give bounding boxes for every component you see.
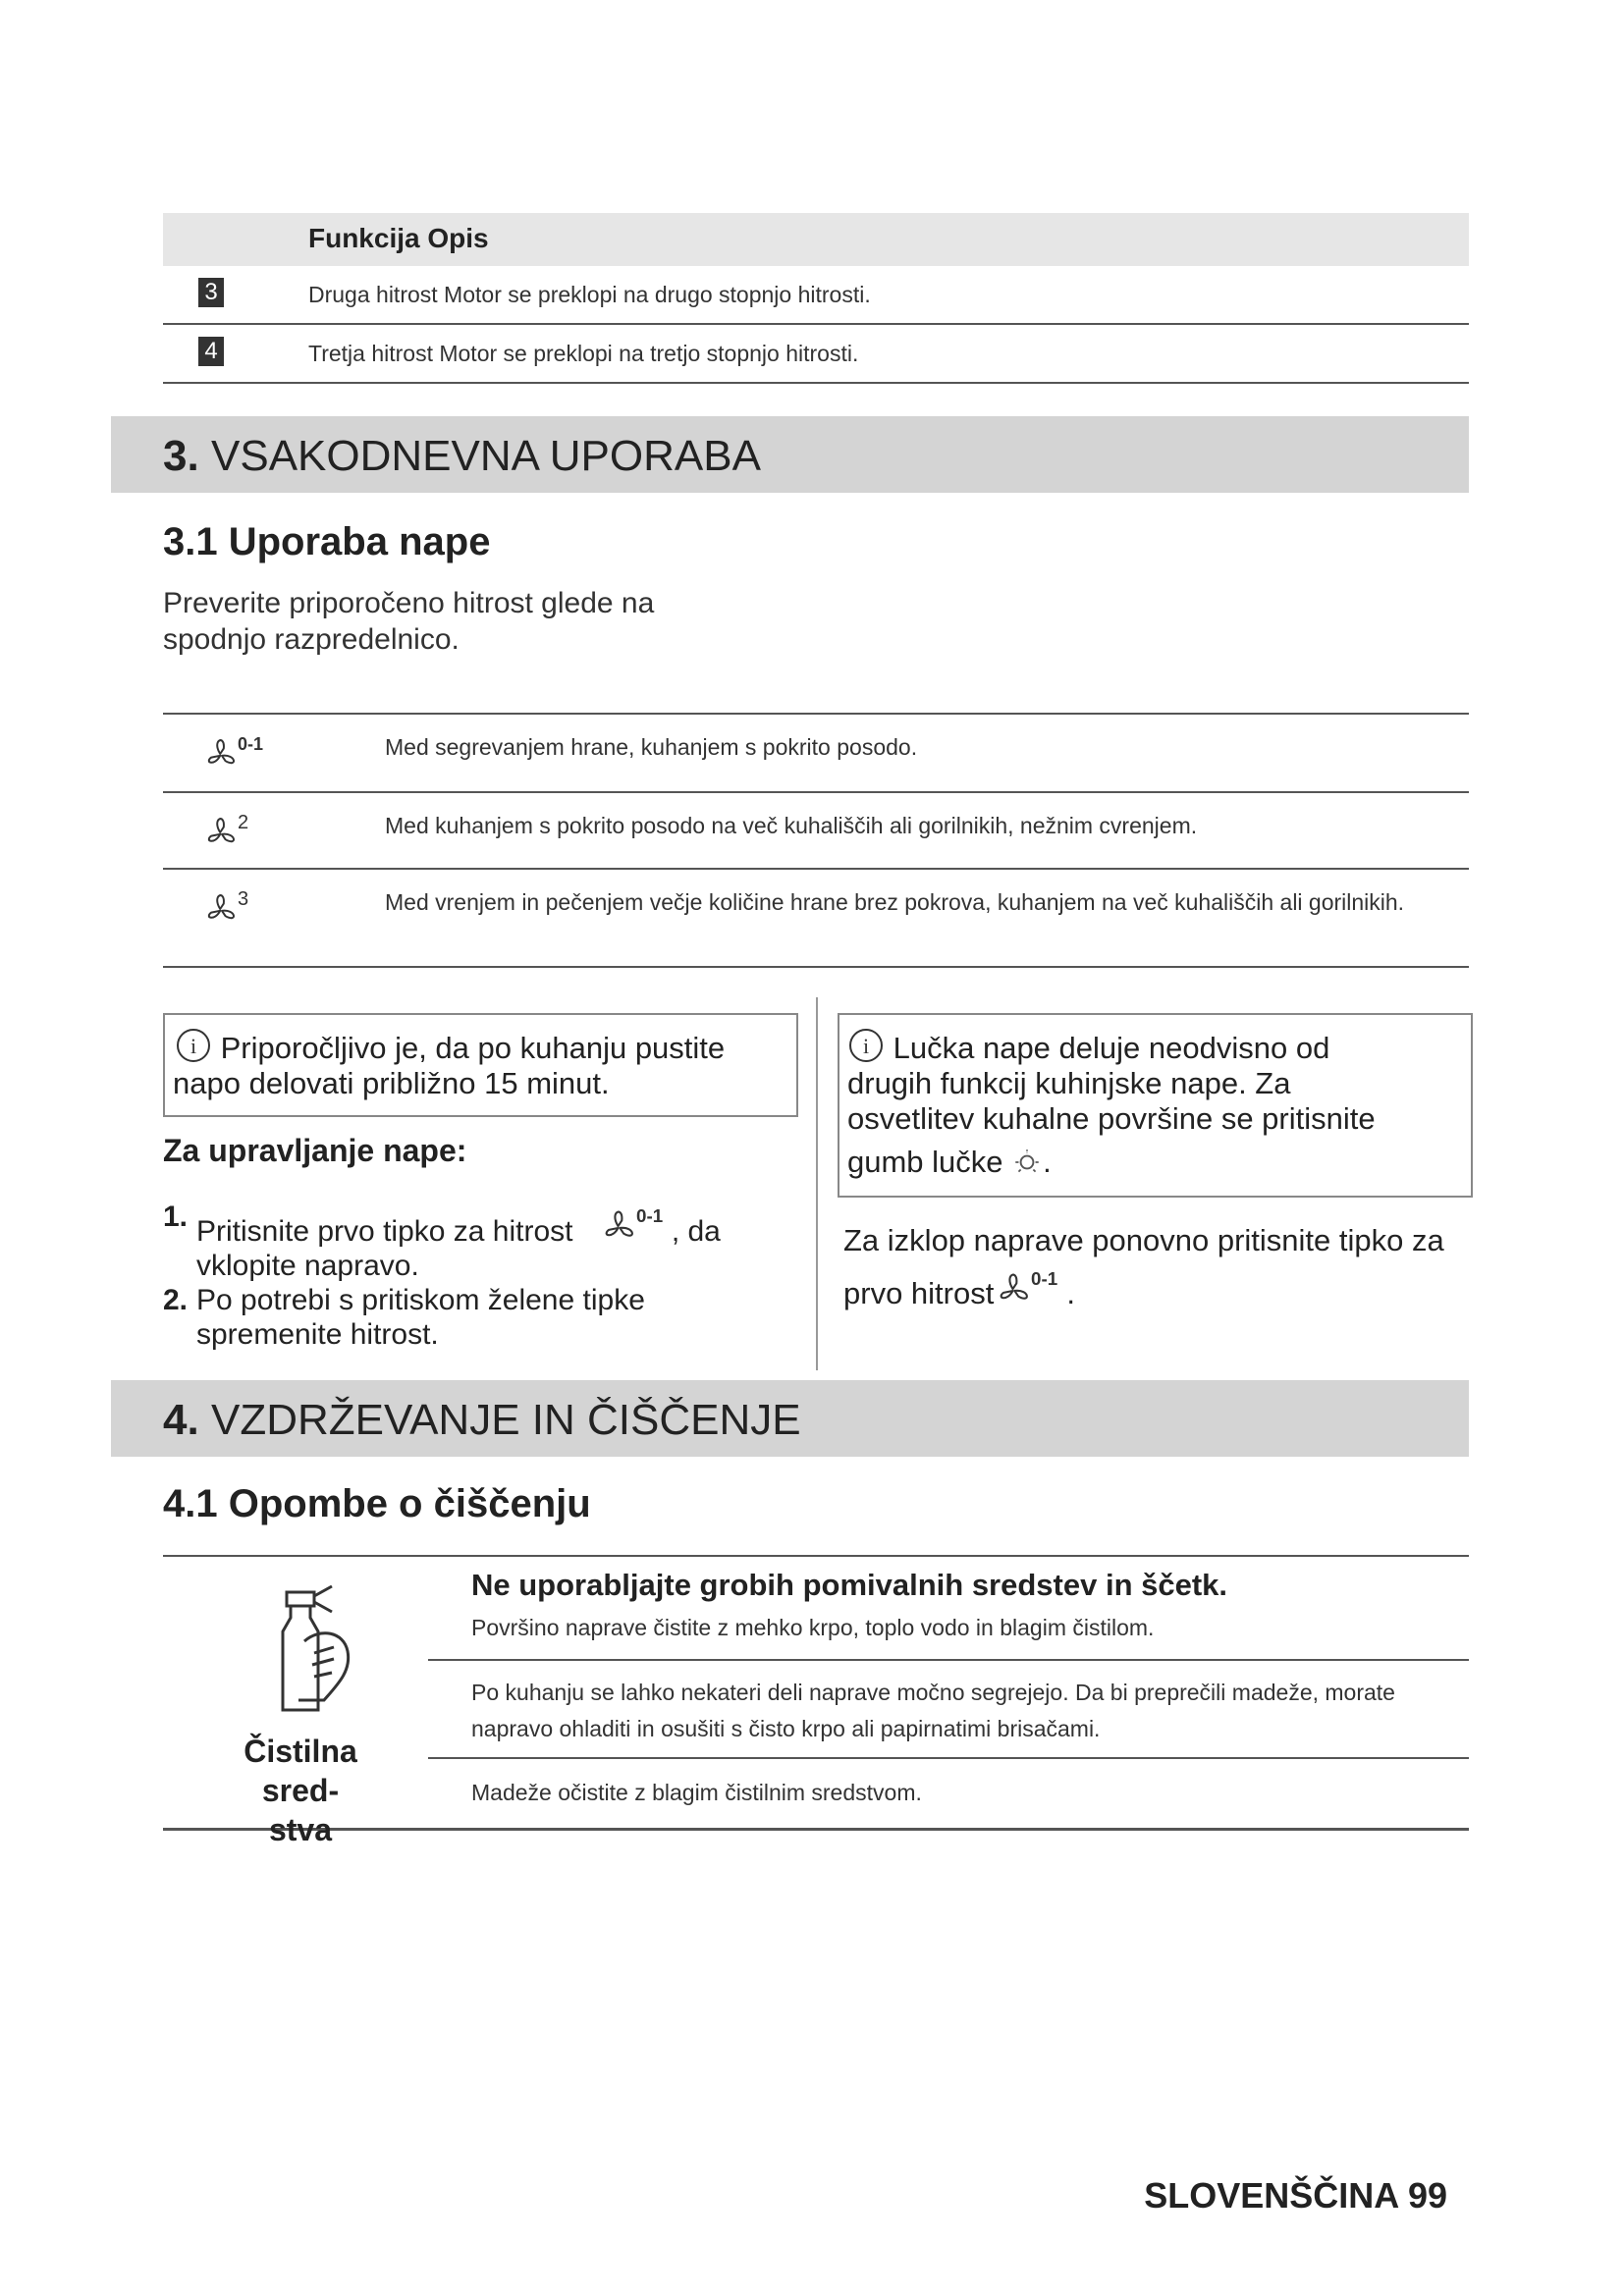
number-4-badge: 4 [198, 337, 224, 366]
cleaning-warning-heading: Ne uporabljajte grobih pomivalnih sredstev in ščetk. [471, 1568, 1228, 1602]
section-4-header [111, 1380, 1469, 1457]
number-3-badge: 3 [198, 278, 224, 307]
speed-description: Med kuhanjem s pokrito posodo na več kuhališčih ali gorilnikih, nežnim cvrenjem. [385, 813, 1198, 838]
control-steps [163, 1200, 791, 1352]
intro-text: Preverite priporočeno hitrost glede na spodnjo razpredelnico. [163, 587, 655, 656]
fan-speed-3-icon [202, 883, 271, 931]
fan-speed-0-1-icon [994, 1262, 1066, 1311]
subsection-title: 3.1 Uporaba nape [163, 520, 491, 563]
list-item: 1. Pritisnite prvo tipko za hitrost 0-1 , da vklopite napravo. [163, 1201, 721, 1282]
info-icon [847, 1027, 885, 1064]
section-number: 3. [163, 432, 199, 480]
info-icon [175, 1027, 212, 1064]
fan-speed-0-1-icon [202, 728, 271, 775]
table-row [163, 793, 1469, 870]
section-3-header [111, 416, 1469, 493]
section-title: VZDRŽEVANJE IN ČIŠČENJE [211, 1396, 801, 1444]
table-row [163, 715, 1469, 793]
light-bulb-icon [1011, 1147, 1043, 1178]
speed-description: Med vrenjem in pečenjem večje količine hrane brez pokrova, kuhanjem na več kuhališčih ali gorilnikih. [385, 889, 1405, 915]
section-number: 4. [163, 1396, 199, 1444]
info-note-right: i Lučka nape deluje neodvisno od drugih funkcij kuhinjske nape. Za osvetlitev kuhalne površine se pritisnite gumb lučke . [838, 1013, 1473, 1198]
info-note-left [163, 1013, 798, 1117]
cleaning-row-text: Po kuhanju se lahko nekateri deli naprave močno segrejejo. Da bi preprečili madeže, morate napravo ohladiti in osušiti s čisto krpo ali papirnatimi brisačami. [471, 1680, 1395, 1741]
svg-text:0-1: 0-1 [635, 1204, 663, 1226]
row-divider [428, 1757, 1469, 1759]
page-footer: SLOVENŠČINA 99 [1144, 2175, 1447, 2216]
icon-caption: Čistilna sred- stva [244, 1734, 357, 1847]
svg-text:i: i [862, 1034, 870, 1058]
list-item: 2. Po potrebi s pritiskom želene tipke spremenite hitrost. [163, 1284, 645, 1351]
svg-text:0-1: 0-1 [238, 734, 264, 754]
table-row [163, 870, 1469, 968]
function-row-text: Druga hitrost Motor se preklopi na drugo stopnjo hitrosti. [308, 282, 871, 307]
svg-text:3: 3 [238, 888, 249, 910]
svg-text:i: i [189, 1034, 197, 1058]
note-left-text: Priporočljivo je, da po kuhanju pustite napo delovati približno 15 minut. [173, 1031, 726, 1100]
subsection-title: 4.1 Opombe o čiščenju [163, 1482, 591, 1525]
fan-speed-2-icon [202, 807, 271, 854]
spray-cleaning-icon [257, 1573, 375, 1720]
cleaning-table [163, 1555, 1469, 1847]
function-table-header-label: Funkcija Opis [308, 223, 489, 253]
speed-table [163, 713, 1469, 968]
function-row-text: Tretja hitrost Motor se preklopi na tretjo stopnjo hitrosti. [308, 341, 859, 366]
speed-description: Med segrevanjem hrane, kuhanjem s pokrito posodo. [385, 734, 918, 760]
column-divider [816, 997, 818, 1370]
cleaning-row-text: Madeže očistite z blagim čistilnim sredstvom. [471, 1780, 922, 1805]
function-table-header [163, 213, 1469, 266]
row-divider [428, 1659, 1469, 1661]
control-heading: Za upravljanje nape: [163, 1133, 467, 1168]
table-row [163, 325, 1469, 384]
function-table [163, 213, 1469, 384]
section-title: VSAKODNEVNA UPORABA [211, 432, 761, 480]
cleaning-row-text: Površino naprave čistite z mehko krpo, toplo vodo in blagim čistilom. [471, 1615, 1155, 1640]
table-row [163, 266, 1469, 325]
switch-off-text: Za izklop naprave ponovno pritisnite tipko za prvo hitrost 0-1 . [843, 1223, 1444, 1310]
svg-text:0-1: 0-1 [1031, 1267, 1058, 1289]
svg-text:2: 2 [238, 812, 249, 833]
fan-speed-0-1-icon [599, 1200, 672, 1249]
